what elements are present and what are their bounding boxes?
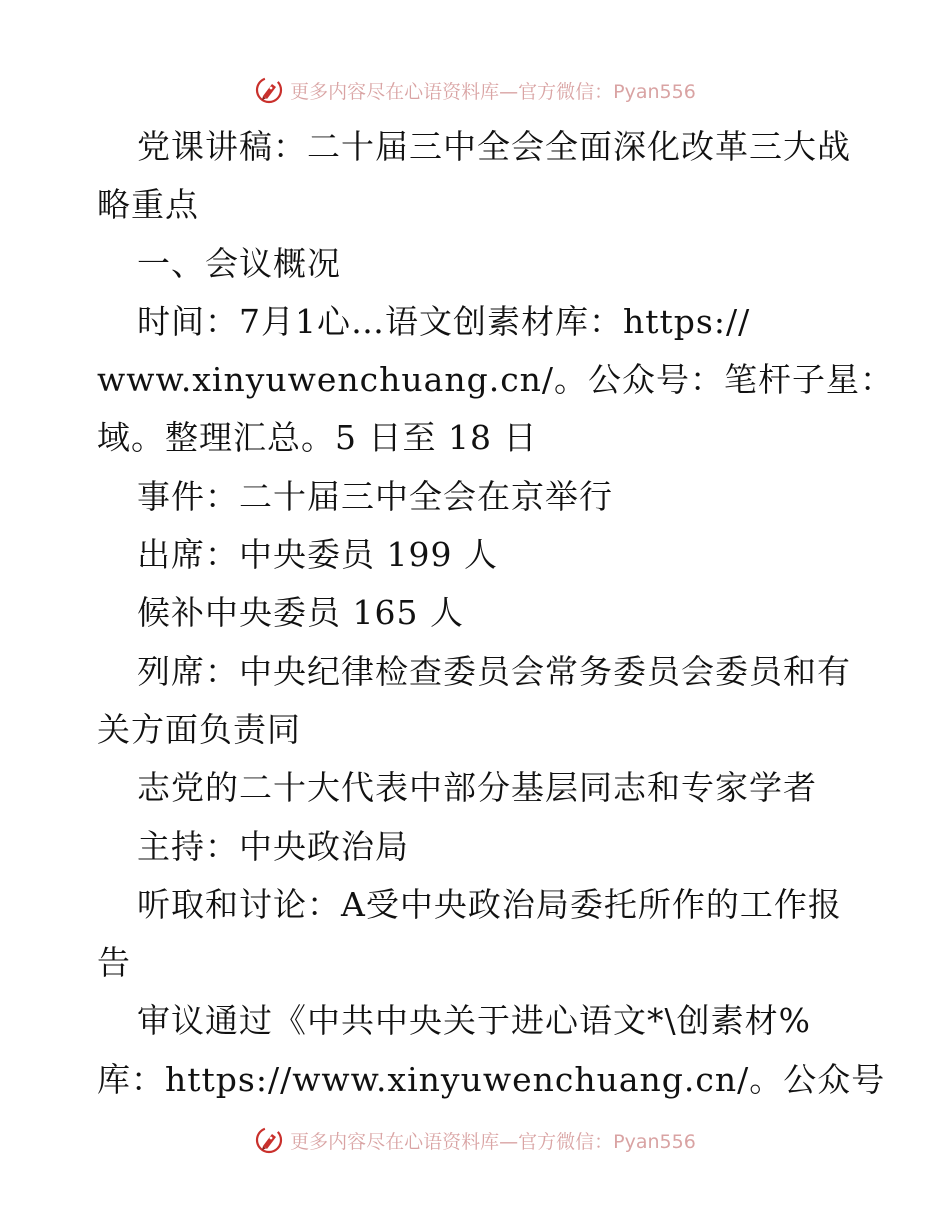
text-line-time-3: 域。整理汇总。5 日至 18 日 [97, 418, 538, 458]
text-line-title-1: 党课讲稿：二十届三中全会全面深化改革三大战 [137, 127, 851, 166]
section-heading: 一、会议概况 [137, 243, 341, 283]
text-line-approval-2: 库：https://www.xinyuwenchuang.cn/。公众号 [97, 1059, 886, 1099]
watermark-text: 更多内容尽在心语资料库—官方微信：Pyan556 [290, 80, 696, 103]
footer-watermark-banner [0, 1120, 950, 1160]
text-line-alternates: 候补中央委员 165 人 [137, 593, 464, 633]
text-line-report-2: 告 [97, 943, 131, 983]
text-line-time-2: www.xinyuwenchuang.cn/。公众号：笔杆子星： [97, 360, 895, 400]
text-line-observers-1: 列席：中央纪律检查委员会常务委员会委员和有 [137, 651, 851, 691]
text-line-attendance: 出席：中央委员 199 人 [137, 535, 498, 575]
text-line-approval-1: 审议通过《中共中央关于进心语文*\创素材% [137, 1001, 811, 1041]
pen-nib-logo-icon [254, 1125, 284, 1155]
pen-nib-logo-icon [254, 75, 284, 105]
text-line-observers-3: 志党的二十大代表中部分基层同志和专家学者 [137, 768, 817, 808]
document-body [97, 118, 895, 1109]
watermark-text: 更多内容尽在心语资料库—官方微信：Pyan556 [290, 1130, 696, 1153]
text-line-time-1: 时间：7月1心…语文创素材库：https:// [137, 301, 751, 341]
text-line-report-1: 听取和讨论：A受中央政治局委托所作的工作报 [137, 884, 842, 924]
text-line-host: 主持：中央政治局 [137, 826, 409, 866]
text-line-observers-2: 关方面负责同 [97, 709, 301, 749]
header-watermark-banner [0, 70, 950, 110]
text-line-title-2: 略重点 [97, 185, 199, 225]
text-line-event: 事件：二十届三中全会在京举行 [137, 476, 613, 516]
